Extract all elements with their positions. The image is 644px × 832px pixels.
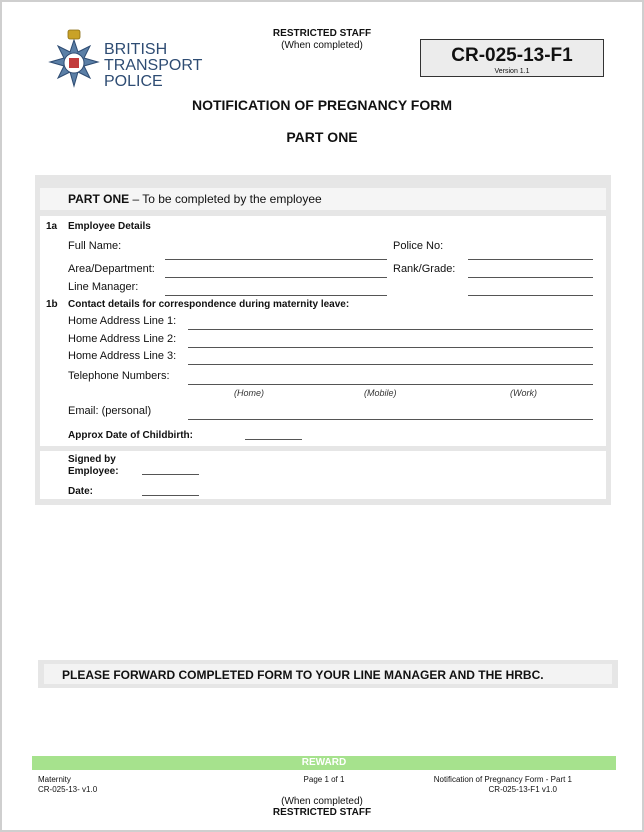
telephone-work-caption: (Work) bbox=[510, 388, 537, 398]
reward-bar bbox=[32, 756, 616, 770]
date-field[interactable] bbox=[142, 495, 199, 496]
part-one-heading-bold: PART ONE bbox=[68, 192, 130, 206]
logo-text-3: POLICE bbox=[104, 73, 163, 90]
area-department-field[interactable] bbox=[165, 277, 387, 278]
police-no-label: Police No: bbox=[393, 240, 444, 252]
email-label: Email: (personal) bbox=[68, 405, 152, 417]
footer-right-2: CR-025-13-F1 v1.0 bbox=[488, 785, 557, 794]
part-one-heading bbox=[68, 192, 322, 206]
logo-text-2: TRANSPORT bbox=[104, 57, 203, 74]
telephone-mobile-caption: (Mobile) bbox=[364, 388, 397, 398]
section-1a-title: Employee Details bbox=[68, 221, 151, 232]
childbirth-date-label: Approx Date of Childbirth: bbox=[68, 430, 193, 441]
police-no-field[interactable] bbox=[468, 259, 593, 260]
rank-grade-field[interactable] bbox=[468, 277, 593, 278]
footer-left-2: CR-025-13- v1.0 bbox=[38, 785, 98, 794]
email-field[interactable] bbox=[188, 419, 593, 420]
section-1b-title: Contact details for correspondence during maternity leave: bbox=[68, 299, 350, 310]
signed-by-label: Signed by bbox=[68, 454, 116, 465]
childbirth-date-field[interactable] bbox=[245, 439, 302, 440]
signature-field[interactable] bbox=[142, 474, 199, 475]
telephone-home-caption: (Home) bbox=[234, 388, 265, 398]
employee-label: Employee: bbox=[68, 466, 119, 477]
area-department-label: Area/Department: bbox=[68, 263, 155, 275]
section-1a-number: 1a bbox=[46, 221, 58, 232]
btp-logo bbox=[46, 26, 206, 96]
part-one-heading-rest: – To be completed by the employee bbox=[129, 192, 322, 206]
logo-text-1: BRITISH bbox=[104, 41, 168, 58]
home-address-2-field[interactable] bbox=[188, 347, 593, 348]
form-subtitle: PART ONE bbox=[286, 129, 358, 145]
line-manager-field[interactable] bbox=[165, 295, 387, 296]
classification-note-bottom: (When completed) bbox=[281, 796, 363, 807]
full-name-label: Full Name: bbox=[68, 240, 122, 252]
signature-box bbox=[40, 451, 606, 499]
form-title: NOTIFICATION OF PREGNANCY FORM bbox=[191, 97, 453, 113]
classification-bottom: RESTRICTED STAFF bbox=[272, 807, 372, 818]
rank-grade-label: Rank/Grade: bbox=[393, 263, 456, 275]
line-manager-label: Line Manager: bbox=[68, 281, 139, 293]
home-address-1-field[interactable] bbox=[188, 329, 593, 330]
telephone-field[interactable] bbox=[188, 384, 593, 385]
reward-label: REWARD bbox=[301, 757, 347, 768]
footer-right-1: Notification of Pregnancy Form - Part 1 bbox=[433, 775, 572, 784]
home-address-3-label: Home Address Line 3: bbox=[68, 350, 177, 362]
classification-top: RESTRICTED STAFF bbox=[272, 28, 372, 39]
footer-page-number: Page 1 of 1 bbox=[303, 775, 345, 784]
home-address-1-label: Home Address Line 1: bbox=[68, 315, 177, 327]
home-address-3-field[interactable] bbox=[188, 364, 593, 365]
home-address-2-label: Home Address Line 2: bbox=[68, 333, 177, 345]
form-code: CR-025-13-F1 bbox=[451, 45, 573, 66]
line-manager-extra-field[interactable] bbox=[468, 295, 593, 296]
form-code-box bbox=[420, 39, 604, 77]
date-label: Date: bbox=[68, 486, 94, 497]
section-1b-number: 1b bbox=[46, 299, 58, 310]
forward-note: PLEASE FORWARD COMPLETED FORM TO YOUR LINE MANAGER AND THE HRBC. bbox=[62, 668, 544, 682]
footer-left-1: Maternity bbox=[38, 775, 71, 784]
full-name-field[interactable] bbox=[165, 259, 387, 260]
form-version: Version 1.1 bbox=[494, 68, 530, 75]
telephone-label: Telephone Numbers: bbox=[68, 370, 170, 382]
classification-note-top: (When completed) bbox=[281, 40, 363, 51]
police-star-badge-icon bbox=[46, 26, 102, 96]
